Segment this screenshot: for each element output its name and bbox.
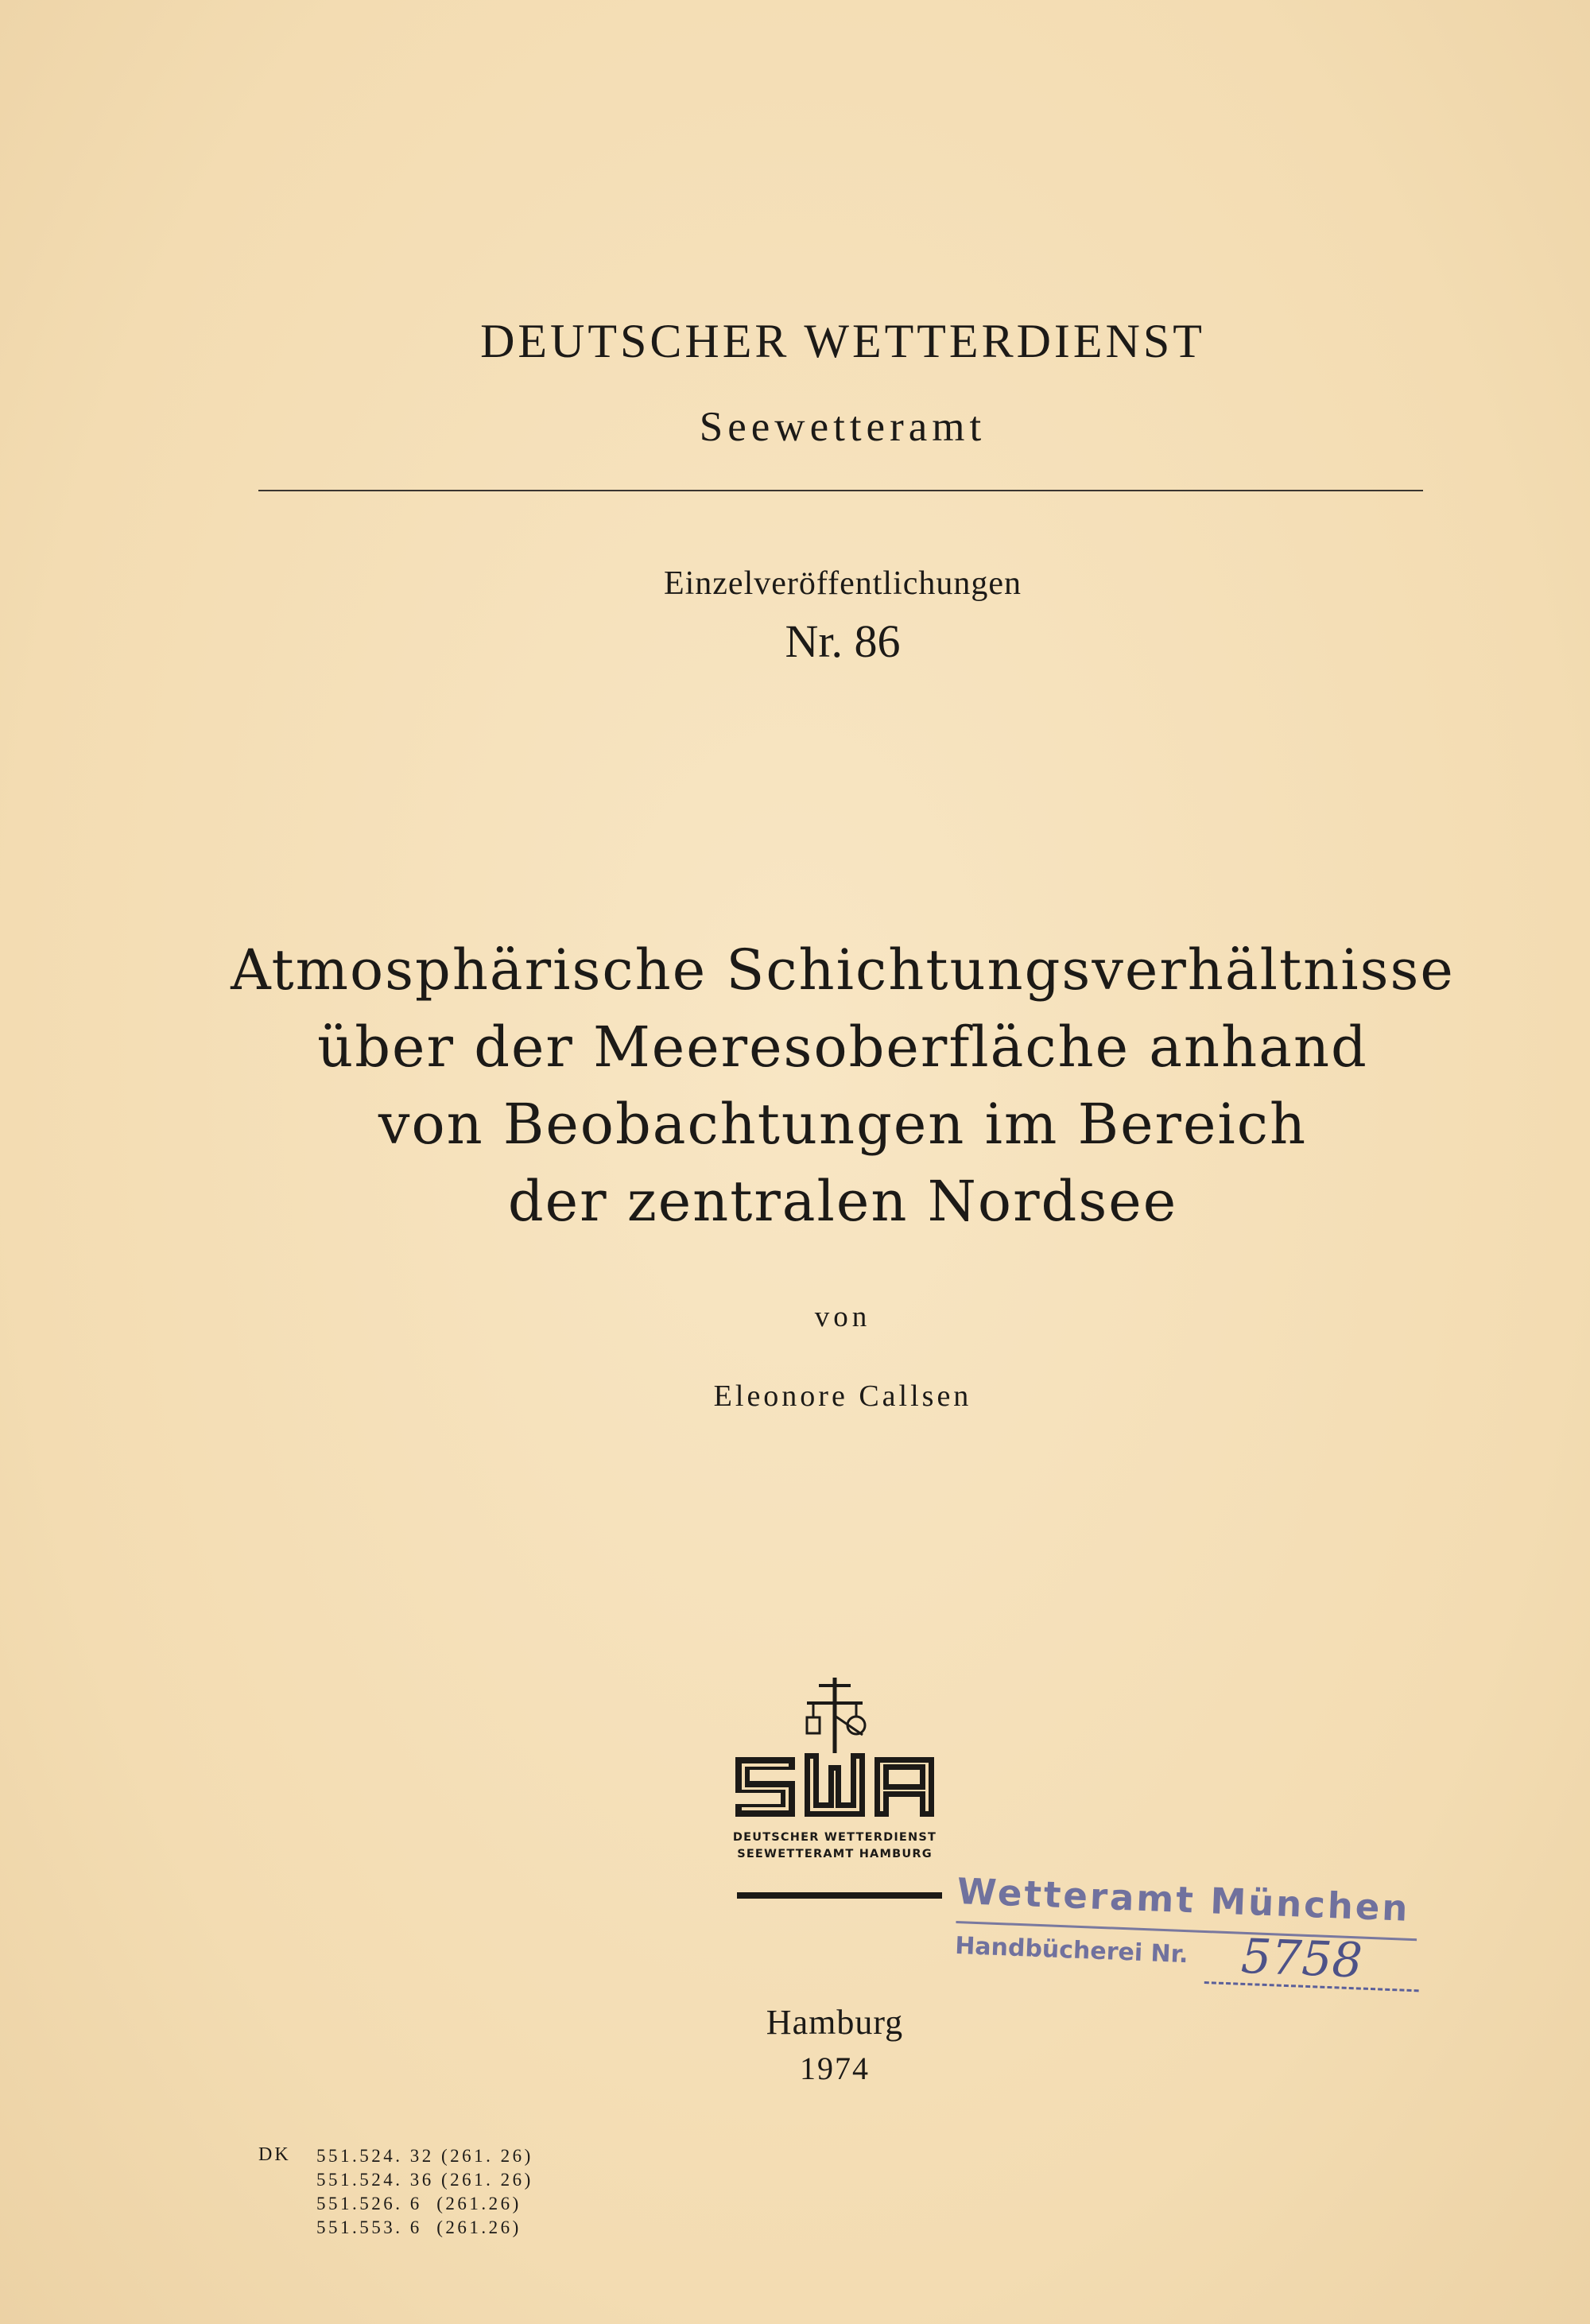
- byline-von: von: [814, 1301, 871, 1333]
- publication-city: Hamburg: [766, 2003, 904, 2042]
- classification-code: 551.524. 32 (261. 26): [316, 2146, 533, 2166]
- classification-codes: [316, 2144, 533, 2240]
- classification-code: 551.526. 6 (261.26): [316, 2194, 522, 2213]
- title-line: Atmosphärische Schichtungsverhältnisse: [231, 937, 1455, 1003]
- classification-code: 551.553. 6 (261.26): [316, 2217, 522, 2237]
- stamp-library-label: Handbücherei Nr.: [954, 1931, 1189, 1969]
- title-line: über der Meeresoberfläche anhand: [317, 1015, 1368, 1080]
- logo-caption-line2: SEEWETTERAMT HAMBURG: [737, 1848, 933, 1860]
- series-name: Einzelveröffentlichungen: [663, 565, 1022, 602]
- swa-logo: [727, 1678, 942, 1916]
- stamp-office: Wetteramt München: [956, 1870, 1411, 1930]
- classification-code: 551.524. 36 (261. 26): [316, 2170, 533, 2190]
- logo-caption-line1: DEUTSCHER WETTERDIENST: [732, 1831, 937, 1844]
- series-number: Nr. 86: [785, 615, 901, 667]
- swa-emblem-icon: [727, 1678, 942, 1876]
- title-line: von Beobachtungen im Bereich: [378, 1092, 1308, 1157]
- organization-name: DEUTSCHER WETTERDIENST: [480, 315, 1205, 367]
- stamp-handwritten-number: 5758: [1239, 1928, 1364, 1989]
- header-divider: [258, 490, 1423, 491]
- organization-unit: Seewetteramt: [699, 404, 987, 450]
- library-stamp: [952, 1870, 1435, 2039]
- document-title: [143, 932, 1542, 1240]
- logo-underline: [737, 1892, 942, 1899]
- author-name: Eleonore Callsen: [713, 1379, 972, 1413]
- classification-label: DK: [258, 2144, 291, 2165]
- publication-year: 1974: [800, 2050, 870, 2086]
- title-line: der zentralen Nordsee: [507, 1169, 1178, 1234]
